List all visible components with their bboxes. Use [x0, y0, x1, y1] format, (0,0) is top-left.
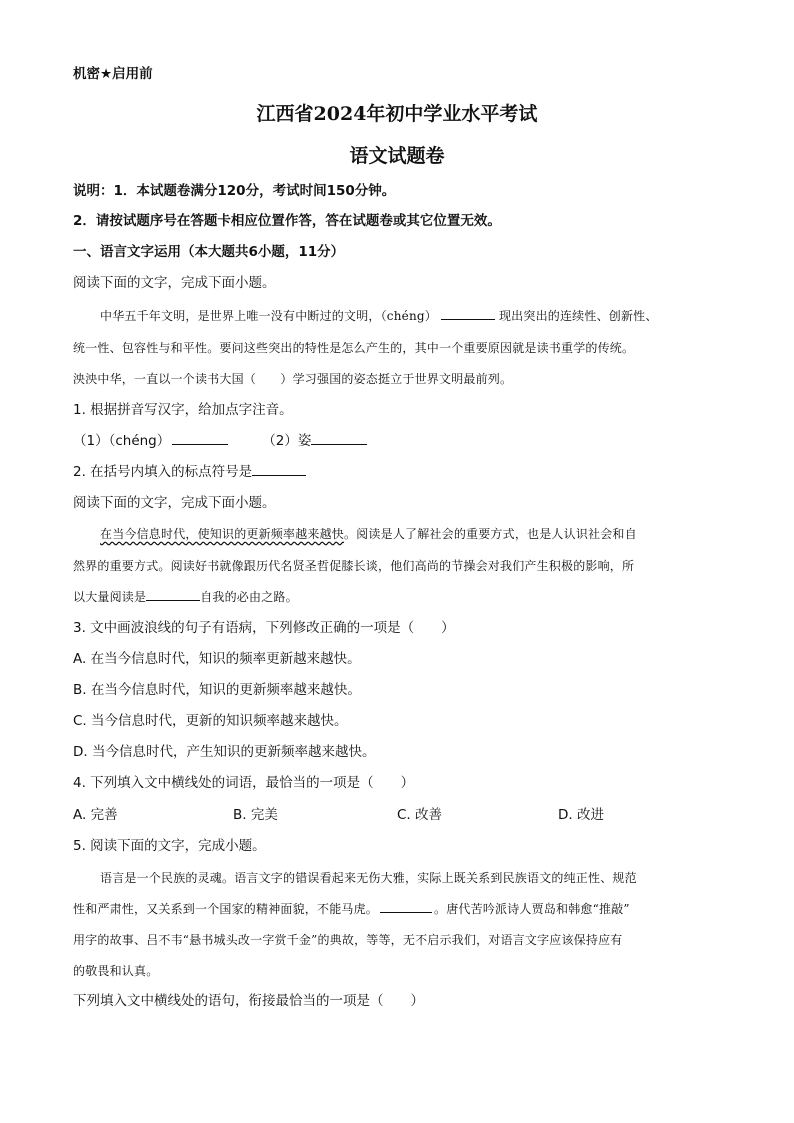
answer-blank — [441, 306, 495, 320]
passage2-line-3 — [73, 587, 298, 607]
passage3-line-2 — [73, 899, 630, 919]
q5-stem: 5. 阅读下面的文字，完成小题。 — [73, 838, 266, 854]
passage2-line-2: 然界的重要方式。阅读好书就像跟历代名贤圣哲促膝长谈，他们高尚的节操会对我们产生积极的影响，所 — [73, 559, 635, 573]
q4-stem: 4. 下列填入文中横线处的词语，最恰当的一项是（ ） — [73, 775, 415, 791]
q2-stem: 2. 在括号内填入的标点符号是 — [73, 464, 253, 480]
passage2-line-3a: 以大量阅读是 — [73, 590, 147, 604]
q4-option-c: C. 改善 — [397, 807, 443, 823]
answer-blank — [146, 587, 200, 601]
answer-blank — [380, 899, 432, 913]
passage2-line-1b: 。阅读是人了解社会的重要方式，也是人认识社会和自 — [344, 527, 637, 541]
q3-stem: 3. 文中画波浪线的句子有语病，下列修改正确的一项是（ ） — [73, 620, 455, 636]
section-heading: 一、语言文字运用（本大题共6小题，11分） — [73, 244, 345, 260]
answer-blank — [252, 462, 306, 476]
instruction-line-2: 2．请按试题序号在答题卡相应位置作答，答在试题卷或其它位置无效。 — [73, 213, 501, 229]
passage1-line-1a: 中华五千年文明，是世界上唯一没有中断过的文明，（chéng） — [100, 309, 437, 323]
passage2-line-1 — [100, 524, 637, 544]
passage3-line-4: 的敬畏和认真。 — [73, 964, 159, 978]
q1-part-a: （1）（chéng） — [73, 433, 171, 449]
passage3-line-3: 用字的故事、吕不韦“悬书城头改一字赏千金”的典故，等等，无不启示我们，对语言文字应该保持应有 — [73, 933, 623, 947]
answer-blank — [172, 431, 228, 445]
passage1-line-2: 统一性、包容性与和平性。要问这些突出的特性是怎么产生的，其中一个重要原因就是读书重学的传统。 — [73, 341, 635, 355]
confidential-label: 机密★启用前 — [73, 66, 153, 82]
q4-option-d: D. 改进 — [558, 807, 604, 823]
q5-question: 下列填入文中横线处的语句，衔接最恰当的一项是（ ） — [73, 993, 424, 1009]
exam-subtitle: 语文试题卷 — [349, 145, 445, 167]
passage2-line-3b: 自我的必由之路。 — [200, 590, 298, 604]
passage1-line-3: 泱泱中华，一直以一个读书大国（ ）学习强国的姿态挺立于世界文明最前列。 — [73, 372, 513, 386]
passage1-line-1 — [100, 306, 658, 326]
passage1-line-1b: 现出突出的连续性、创新性、 — [498, 309, 658, 323]
passage3-line-2b: 。唐代苦吟派诗人贾岛和韩愈“推敲” — [434, 902, 630, 916]
q3-option-a: A. 在当今信息时代，知识的频率更新越来越快。 — [73, 651, 361, 667]
q3-option-b: B. 在当今信息时代，知识的更新频率越来越快。 — [73, 682, 361, 698]
q2-row — [73, 462, 306, 482]
passage3-line-1: 语言是一个民族的灵魂。语言文字的错误看起来无伤大雅，实际上既关系到民族语文的纯正性、规范 — [100, 871, 637, 885]
exam-title: 江西省2024年初中学业水平考试 — [256, 103, 538, 125]
q1-part-b: （2）姿 — [262, 433, 312, 449]
q3-option-d: D. 当今信息时代，产生知识的更新频率越来越快。 — [73, 744, 376, 760]
q4-option-a: A. 完善 — [73, 807, 118, 823]
q1-stem: 1. 根据拼音写汉字，给加点字注音。 — [73, 402, 293, 418]
passage3-line-2a: 性和严肃性，又关系到一个国家的精神面貌，不能马虎。 — [73, 902, 379, 916]
reading-intro-2: 阅读下面的文字，完成下面小题。 — [73, 495, 276, 511]
q1-items — [73, 431, 367, 451]
wavy-sentence: 在当今信息时代，使知识的更新频率越来越快 — [100, 527, 345, 541]
q4-option-b: B. 完美 — [233, 807, 278, 823]
reading-intro-1: 阅读下面的文字，完成下面小题。 — [73, 275, 276, 291]
q3-option-c: C. 当今信息时代，更新的知识频率越来越快。 — [73, 713, 348, 729]
instruction-line-1: 说明：1．本试题卷满分120分，考试时间150分钟。 — [73, 183, 396, 199]
answer-blank — [311, 431, 367, 445]
